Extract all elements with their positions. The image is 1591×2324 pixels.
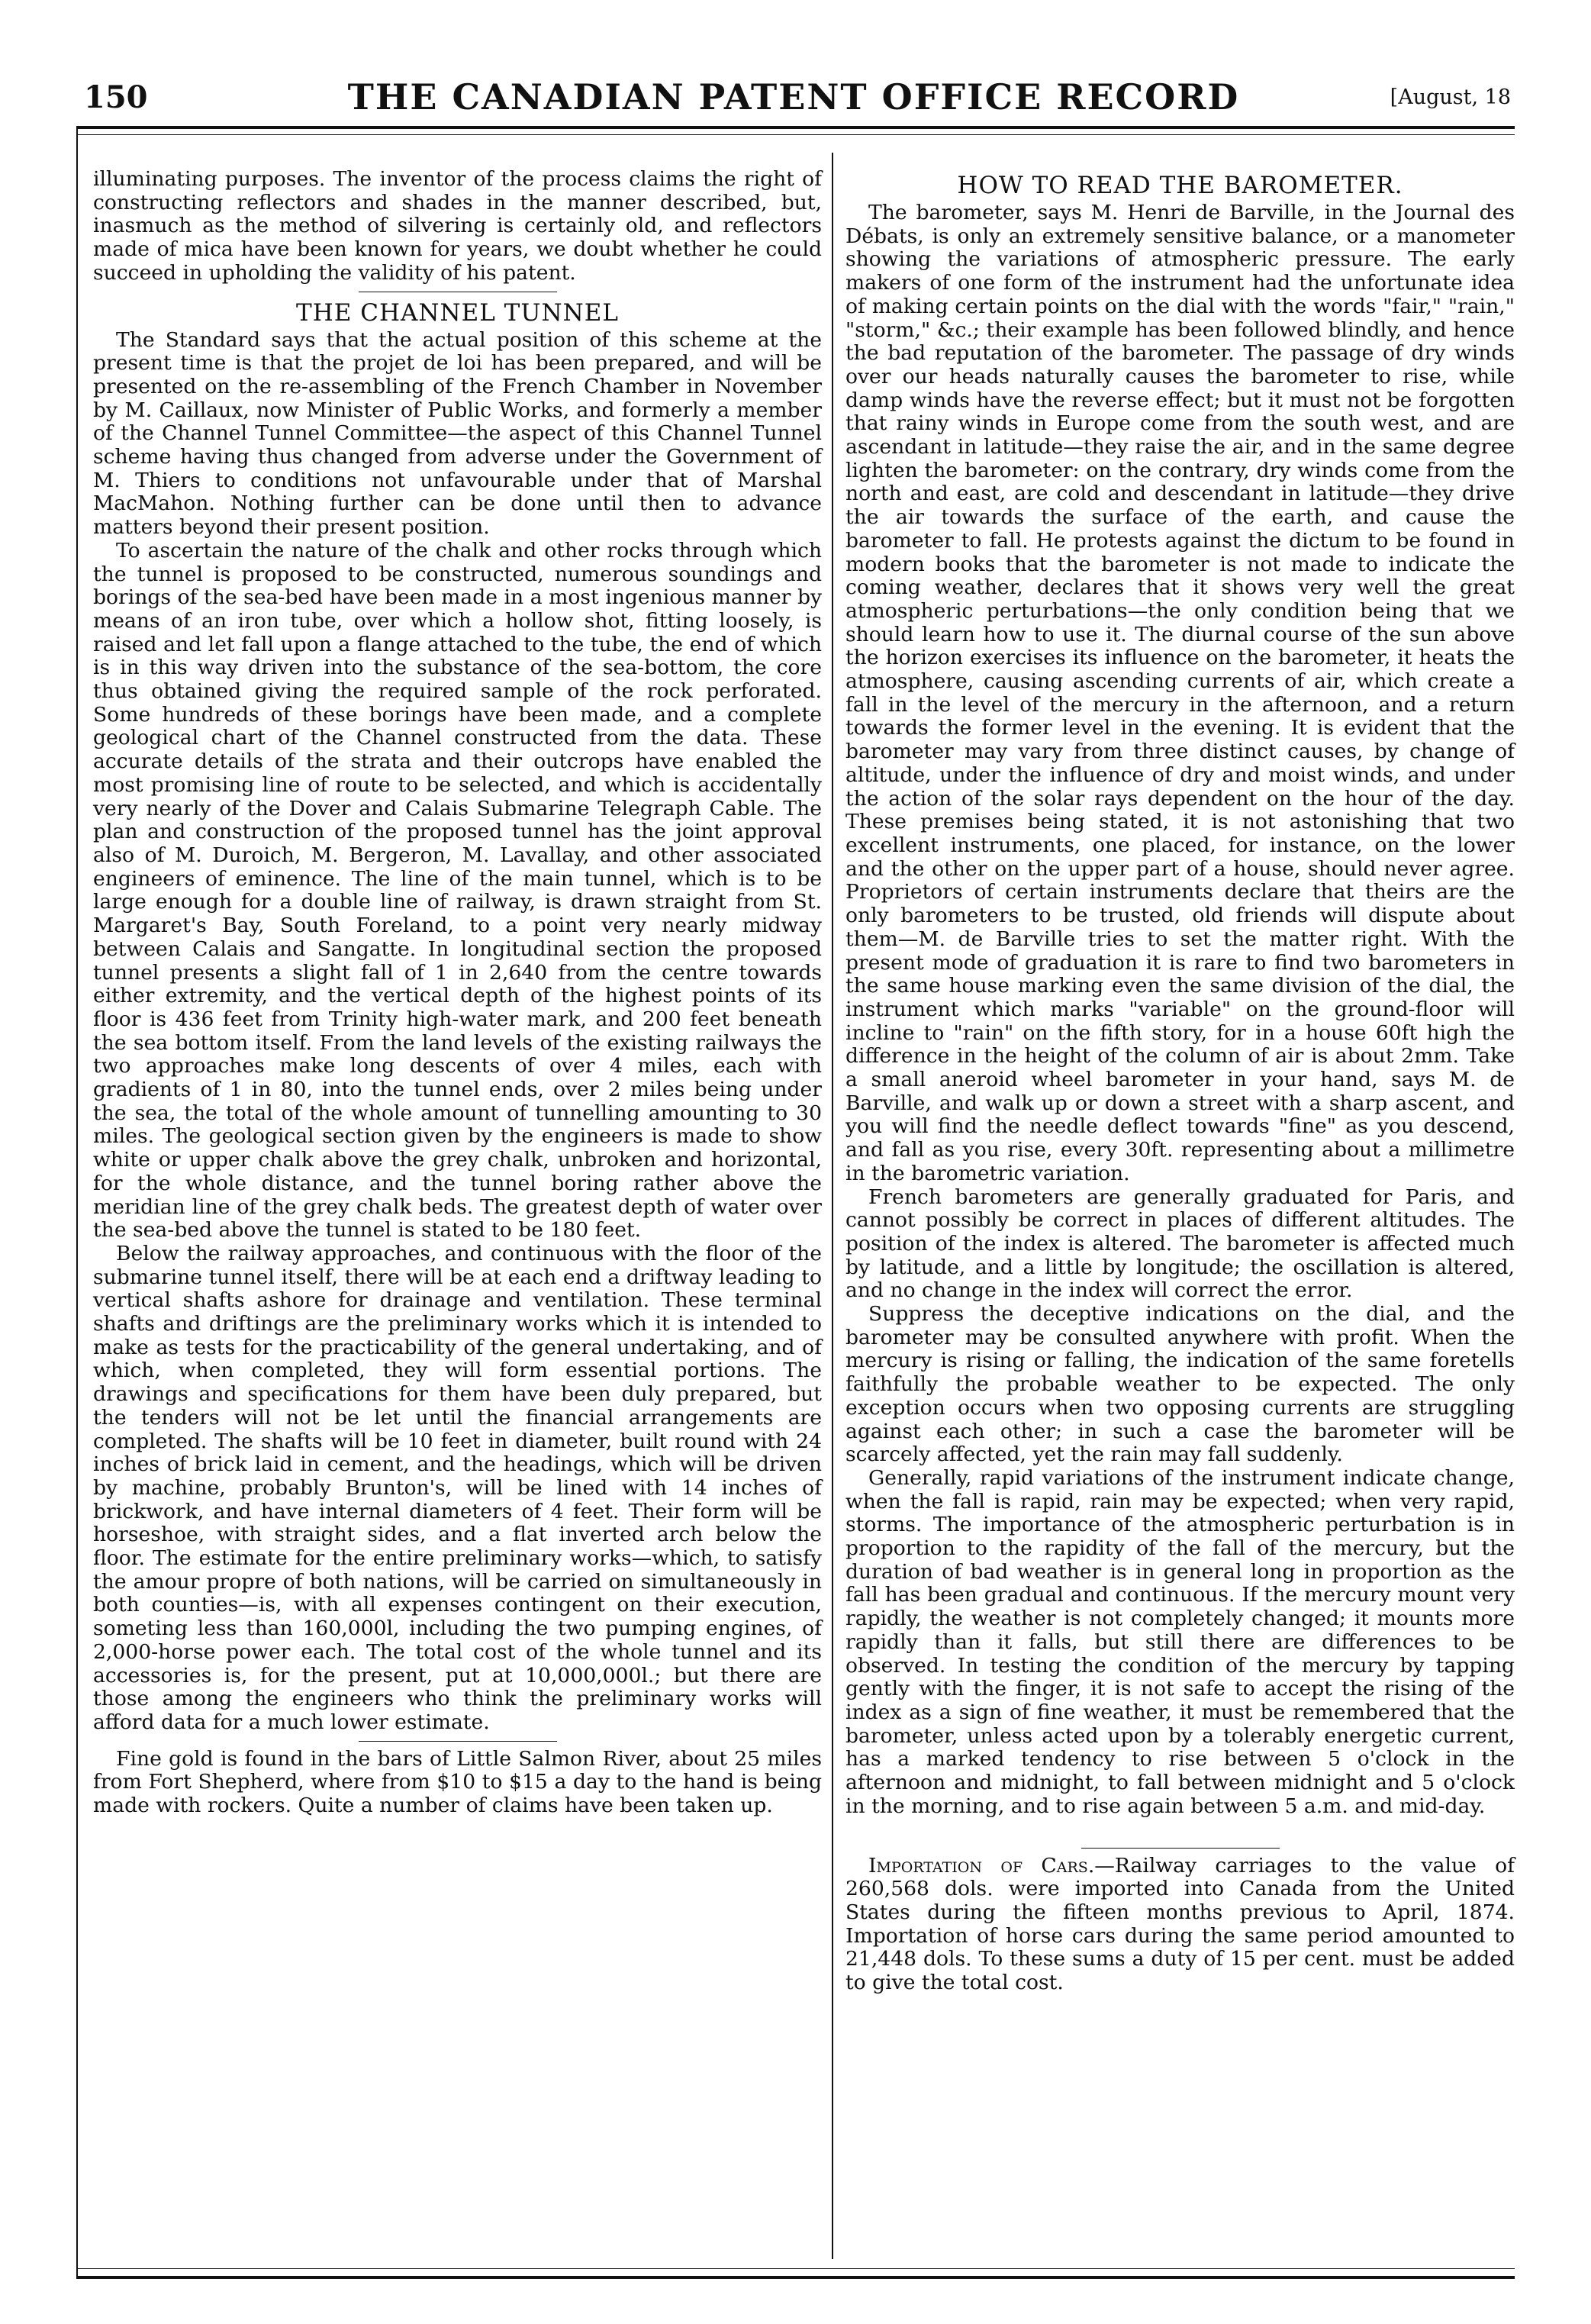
right-column [845, 168, 1515, 1995]
page-number: 150 [84, 79, 148, 115]
barometer-paragraph: Suppress the deceptive indications on the dial, and the barometer may be consulted anywhere with profit. When the mercury is rising or falling, the indication of the same foretells faithfully the probable weather to be expected. The only exception occurs when two opposing currents are struggling against each other; in such a case the barometer will be scarcely affected, yet the rain may fall suddenly. [845, 1302, 1515, 1467]
section-separator [359, 1741, 557, 1742]
section-separator [1081, 1848, 1280, 1849]
channel-tunnel-paragraph: To ascertain the nature of the chalk and other rocks through which the tunnel is proposed to be constructed, numerous soundings and borings of the sea-bed have been made in a most ingenious manner by means of an iron tube, over which a hollow shot, fitting loosely, is raised and let fall upon a flange attached to the tube, the end of which is in this way driven into the substance of the sea-bottom, the core thus obtained giving the required sample of the rock perforated. Some hundreds of these borings have been made, and a complete geological chart of the Channel constructed from the data. These accurate details of the strata and their outcrops have enabled the most promising line of route to be selected, and which is accidentally very nearly of the Dover and Calais Submarine Telegraph Cable. The plan and construction of the proposed tunnel has the joint approval also of M. Duroich, M. Bergeron, M. Lavallay, and other associated engineers of eminence. The line of the main tunnel, which is to be large enough for a double line of railway, is drawn straight from St. Margaret's Bay, South Foreland, to a point very nearly midway between Calais and Sangatte. In longitudinal section the proposed tunnel presents a slight fall of 1 in 2,640 from the centre towards either extremity, and the vertical depth of the highest points of its floor is 436 feet from Trinity high-water mark, and 200 feet beneath the sea bottom itself. From the land levels of the existing railways the two approaches make long descents of over 4 miles, each with gradients of 1 in 80, into the tunnel ends, over 2 miles being under the sea, the total of the whole amount of tunnelling amounting to 30 miles. The geological section given by the engineers is made to show white or upper chalk above the grey chalk, unbroken and horizontal, for the whole distance, and the tunnel boring rather above the meridian line of the grey chalk beds. The greatest depth of water over the sea-bed above the tunnel is stated to be 180 feet. [93, 538, 822, 1243]
cars-paragraph [845, 1855, 1515, 1995]
page-header [76, 73, 1511, 127]
gold-paragraph: Fine gold is found in the bars of Little Salmon River, about 25 miles from Fort Shepherd, where from $10 to $15 a day to the hand is being made with rockers. Quite a number of claims have been taken up. [93, 1746, 822, 1818]
column-divider [832, 153, 833, 2259]
header-date: [August, 18 [1390, 85, 1511, 109]
channel-tunnel-heading: THE CHANNEL TUNNEL [296, 298, 619, 327]
top-thin-rule [76, 134, 1515, 135]
channel-tunnel-paragraph: Below the railway approaches, and continuous with the floor of the submarine tunnel itself, there will be at each end a driftway leading to vertical shafts ashore for drainage and ventilation. These terminal shafts and driftings are the preliminary works which it is intended to make as tests for the practicability of the general undertaking, and of which, when completed, they will form essential portions. The drawings and specifications for them have been duly prepared, but the tenders will not be let until the financial arrangements are completed. The shafts will be 10 feet in diameter, built round with 24 inches of brick laid in cement, and the headings, which will be driven by machine, probably Brunton's, will be lined with 14 inches of brickwork, and have internal diameters of 4 feet. Their form will be horseshoe, with straight sides, and a flat inverted arch below the floor. The estimate for the entire preliminary works—which, to satisfy the amour propre of both nations, will be carried on simultaneously in both counties—is, with all expenses contingent on their execution, someting less than 160,000l, including the two pumping engines, of 2,000-horse power each. The total cost of the whole tunnel and its accessories is, for the present, put at 10,000,000l.; but there are those among the engineers who think the preliminary works will afford data for a much lower estimate. [93, 1241, 822, 1734]
left-column [93, 168, 822, 1818]
bottom-thin-rule [76, 2268, 1515, 2269]
barometer-paragraph: French barometers are generally graduated for Paris, and cannot possibly be correct in places of different altitudes. The position of the index is altered. The barometer is affected much by latitude, and a little by longitude; the oscillation is altered, and no change in the index will correct the error. [845, 1185, 1515, 1303]
running-title: THE CANADIAN PATENT OFFICE RECORD [347, 76, 1240, 118]
cars-lead: Importation of Cars. [868, 1853, 1095, 1878]
top-double-rule [76, 126, 1515, 129]
cars-body: —Railway carriages to the value of 260,568 dols. were imported into Canada from the United States during the fifteen months previous to April, 1874. Importation of horse cars during the same period amounted to 21,448 dols. To these sums a duty of 15 per cent. must be added to give the total cost. [845, 1853, 1515, 1995]
barometer-heading: HOW TO READ THE BAROMETER. [957, 172, 1403, 199]
spacer [845, 1819, 1515, 1842]
barometer-paragraph: Generally, rapid variations of the instrument indicate change, when the fall is rapid, rain may be expected; when very rapid, storms. The importance of the atmospheric perturbation is in proportion to the rapidity of the fall of the mercury, but the duration of bad weather is in general long in proportion as the fall has been gradual and continuous. If the mercury mount very rapidly, the weather is not completely changed; it mounts more rapidly than it falls, but still there are differences to be observed. In testing the condition of the mercury by tapping gently with the finger, it is not safe to accept the rising of the index as a sign of fine weather, it must be remembered that the barometer, unless acted upon by a tolerably energetic current, has a marked tendency to rise between 5 o'clock in the afternoon and midnight, to fall between midnight and 5 o'clock in the morning, and to rise again between 5 a.m. and mid-day. [845, 1465, 1515, 1818]
left-border-rule [76, 126, 78, 2279]
channel-tunnel-paragraph: The Standard says that the actual position of this scheme at the present time is that the projet de loi has been prepared, and will be presented on the re-assembling of the French Chamber in November by M. Caillaux, now Minister of Public Works, and formerly a member of the Channel Tunnel Committee—the aspect of this Channel Tunnel scheme having thus changed from adverse under the Government of M. Thiers to conditions not unfavourable under that of Marshal MacMahon. Nothing further can be done until then to advance matters beyond their present position. [93, 327, 822, 540]
bottom-double-rule [76, 2276, 1515, 2279]
barometer-paragraph: The barometer, says M. Henri de Barville, in the Journal des Débats, is only an extremely sensitive balance, or a manometer showing the variations of atmospheric pressure. The early makers of one form of the instrument had the unfortunate idea of making certain points on the dial with the words "fair," "rain," "storm," &c.; their example has been followed blindly, and hence the bad reputation of the barometer. The passage of dry winds over our heads naturally causes the barometer to rise, while damp winds have the reverse effect; but it must not be forgotten that rainy winds in Europe come from the south west, and are ascendant in latitude—they raise the air, and in the same degree lighten the barometer: on the contrary, dry winds come from the north and east, are cold and descendant in latitude—they drive the air towards the surface of the earth, and cause the barometer to fall. He protests against the dictum to be found in modern books that the barometer is not made to indicate the coming weather, declares that it shows very well the great atmospheric perturbations—the only condition being that we should learn how to use it. The diurnal course of the sun above the horizon exercises its influence on the barometer, it heats the atmosphere, causing ascending currents of air, which create a fall in the level of the mercury in the afternoon, and a return towards the former level in the evening. It is evident that the barometer may vary from three distinct causes, by change of altitude, under the influence of dry and moist winds, and under the action of the solar rays dependent on the hour of the day. These premises being stated, it is not astonishing that two excellent instruments, one placed, for instance, on the lower and the other on the upper part of a house, should never agree. Proprietors of certain instruments declare that theirs are the only barometers to be trusted, old friends will dispute about them—M. de Barville tries to set the matter right. With the present mode of graduation it is rare to find two barometers in the same house marking even the same division of the dial, the instrument which marks "variable" on the ground-floor will incline to "rain" on the fifth story, for in a house 60ft high the difference in the height of the column of air is about 2mm. Take a small aneroid wheel barometer in your hand, says M. de Barville, and walk up or down a street with a sharp ascent, and you will find the needle deflect towards "fine" as you descend, and fall as you rise, every 30ft. representing about a millimetre in the barometric variation. [845, 201, 1515, 1185]
reflectors-paragraph: illuminating purposes. The inventor of the process claims the right of constructing reflectors and shades in the manner described, but, inasmuch as the method of silvering is certainly old, and reflectors made of mica have been known for years, we doubt whether he could succeed in upholding the validity of his patent. [93, 167, 822, 285]
